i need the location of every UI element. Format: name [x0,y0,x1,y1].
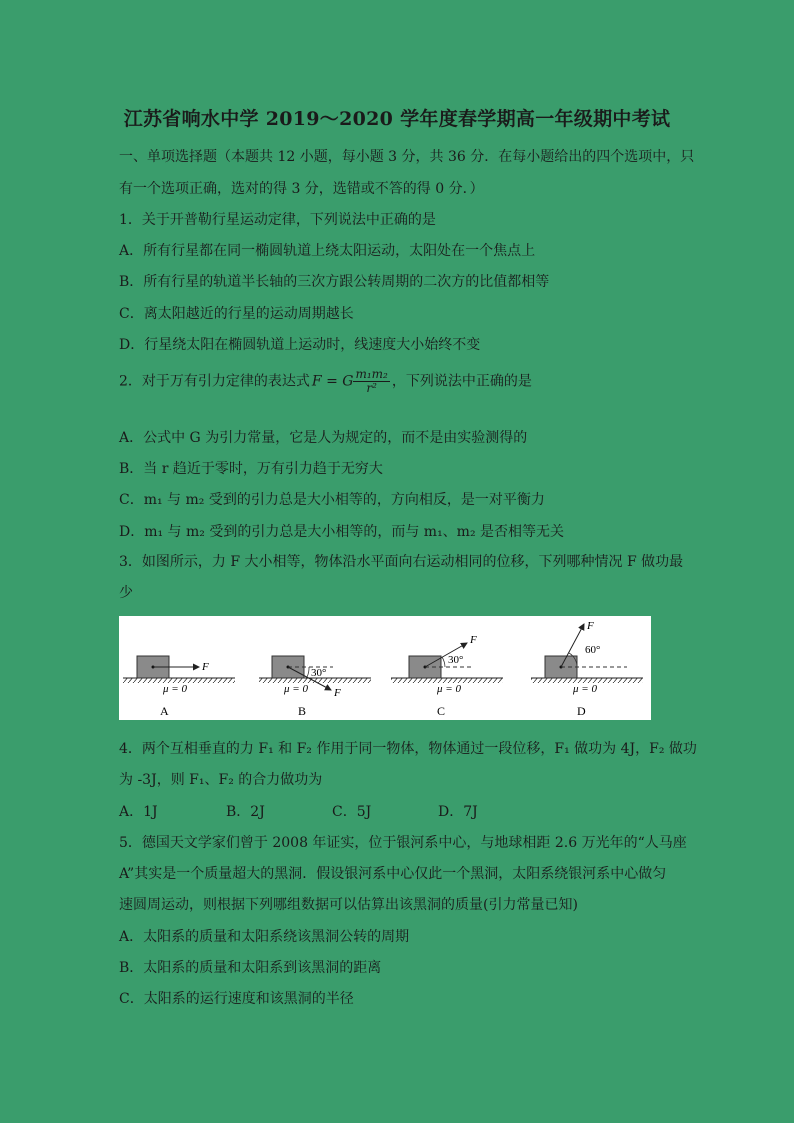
q1-option-a: A．所有行星都在同一椭圆轨道上绕太阳运动，太阳处在一个焦点上 [119,243,536,259]
panel-d-angle-label: 60° [585,644,601,656]
q5-stem-line2: A”其实是一个质量超大的黑洞．假设银河系中心仅此一个黑洞，太阳系绕银河系中心做匀 [119,866,667,882]
q4-option-d: D．7J [438,804,478,820]
q3-stem-line1: 3．如图所示，力 F 大小相等，物体沿水平面向右运动相同的位移，下列哪种情况 F 做功最 [119,554,684,570]
q2-option-a: A．公式中 G 为引力常量，它是人为规定的，而不是由实验测得的 [119,430,528,446]
q5-stem-line3: 速圆周运动，则根据下列哪组数据可以估算出该黑洞的质量(引力常量已知) [119,897,578,913]
q2-stem-pre: 2．对于万有引力定律的表达式 [119,373,310,390]
exam-title: 江苏省响水中学 2019～2020 学年度春学期高一年级期中考试 [123,108,671,130]
q3-force-figure [119,616,651,720]
panel-d-label: D [577,704,586,718]
q1-stem: 1．关于开普勒行星运动定律，下列说法中正确的是 [119,212,436,228]
panel-c-friction-label: μ = 0 [437,683,461,695]
panel-b-label: B [298,704,307,718]
panel-d-friction-label: μ = 0 [573,683,597,695]
q4-option-a: A．1J [119,804,158,820]
panel-a-friction-label: μ = 0 [163,683,187,695]
q2-option-c: C．m₁ 与 m₂ 受到的引力总是大小相等的，方向相反，是一对平衡力 [119,492,545,508]
q2-stem-post: ，下列说法中正确的是 [391,373,532,390]
panel-d [531,620,643,718]
panel-c-label: C [437,704,446,718]
q1-option-c: C．离太阳越近的行星的运动周期越长 [119,306,354,322]
panel-d-force-label: F [587,620,594,632]
formula-numerator: m₁m₂ [355,367,388,381]
panel-c [391,634,503,718]
section-instructions-line1: 一、单项选择题（本题共 12 小题，每小题 3 分，共 36 分．在每小题给出的四个选项中，只 [119,149,695,165]
panel-c-force-label: F [470,634,477,646]
q4-option-b: B．2J [226,804,265,820]
q2-option-d: D．m₁ 与 m₂ 受到的引力总是大小相等的，而与 m₁、m₂ 是否相等无关 [119,524,565,540]
q5-stem-line1: 5．德国天文学家们曾于 2008 年证实，位于银河系中心，与地球相距 2.6 万光年的“人马座 [119,835,687,851]
q3-stem-line2: 少 [119,585,133,601]
q4-stem-line1: 4．两个互相垂直的力 F₁ 和 F₂ 作用于同一物体，物体通过一段位移，F₁ 做功为 4J，F₂ 做功 [119,741,697,757]
panel-a-label: A [160,704,169,718]
q4-options [119,801,478,821]
q5-option-b: B．太阳系的质量和太阳系到该黑洞的距离 [119,960,382,976]
panel-b [259,656,371,718]
panel-b-force-label: F [334,687,341,699]
q5-option-c: C．太阳系的运行速度和该黑洞的半径 [119,991,354,1007]
formula-fraction [353,368,389,395]
q4-stem-line2: 为 -3J，则 F₁、F₂ 的合力做功为 [119,772,323,788]
q2-option-b: B．当 r 趋近于零时，万有引力趋于无穷大 [119,461,383,477]
panel-b-friction-label: μ = 0 [284,683,308,695]
formula-lhs: F = G [311,373,354,390]
formula-denominator: r² [366,381,377,395]
q2-stem [119,368,532,395]
q5-option-a: A．太阳系的质量和太阳系绕该黑洞公转的周期 [119,929,410,945]
q4-option-c: C．5J [332,804,372,820]
panel-a [123,656,235,718]
q1-option-d: D．行星绕太阳在椭圆轨道上运动时，线速度大小始终不变 [119,337,481,353]
q1-option-b: B．所有行星的轨道半长轴的三次方跟公转周期的二次方的比值都相等 [119,274,550,290]
panel-b-angle-label: 30° [311,667,327,679]
panel-a-force-label: F [202,661,209,673]
section-instructions-line2: 有一个选项正确，选对的得 3 分，选错或不答的得 0 分．） [119,181,484,197]
panel-c-angle-label: 30° [448,654,464,666]
gravitation-formula [312,368,390,395]
